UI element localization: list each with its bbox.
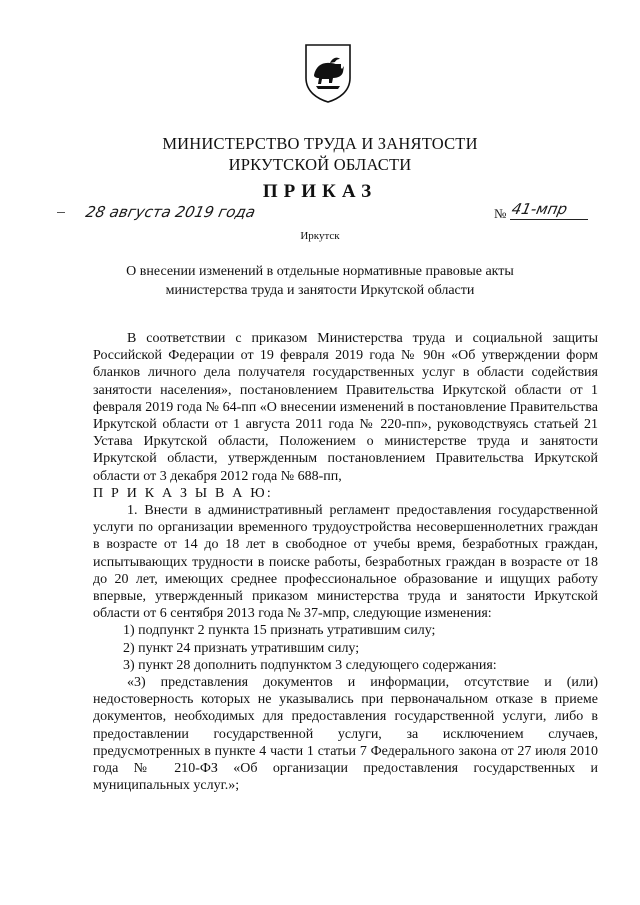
number-label: № [494, 206, 507, 221]
decree-word: П Р И К А З Ы В А Ю: [93, 485, 273, 501]
item-1-paragraph: 1. Внести в административный регламент предоставления государственной услуги по организации временного трудоустройства несовершеннолетних граждан в возрасте от 14 до 18 лет в свободное от учебы время, безработных граждан, испытывающих трудности в поиске работы, безработных граждан в возрасте от 18 до 20 лет, имеющих среднее профессиональное образование и ищущих работу впервые, утвержденный приказом министерства труда и занятости Иркутской области от 6 сентября 2013 года № 37-мпр, следующие изменения: [93, 503, 598, 622]
quoted-amendment: «3) представления документов и информации, отсутствие и (или) недостоверность которых не указывались при первоначальном отказе в приеме документов, необходимых для предоставления государственной услуги, либо в предоставлении государственной услуги, за исключением случаев, предусмотренных в пункте 4 части 1 статьи 7 Федерального закона от 27 июля 2010 года № 210-ФЗ «Об организации предоставления государственных и муниципальных услуг.»; [93, 675, 598, 794]
number-underline [510, 219, 588, 220]
margin-mark [57, 212, 65, 213]
document-type-title: ПРИКАЗ [262, 181, 378, 202]
subject-line1: О внесении изменений в отдельные нормативные правовые акты [126, 264, 514, 279]
coat-of-arms-icon [302, 42, 354, 104]
document-subject [60, 262, 580, 300]
handwritten-number: 41-мпр [510, 200, 570, 218]
subject-line2: министерства труда и занятости Иркутской области [165, 283, 475, 298]
city-label: Иркутск [300, 230, 340, 242]
ministry-name-line2: ИРКУТСКОЙ ОБЛАСТИ [228, 155, 412, 174]
subitem-2: 2) пункт 24 признать утратившим силу; [123, 640, 360, 656]
subitem-1: 1) подпункт 2 пункта 15 признать утратившим силу; [123, 623, 436, 639]
document-body [93, 330, 598, 794]
subitem-3: 3) пункт 28 дополнить подпунктом 3 следующего содержания: [123, 657, 497, 673]
ministry-name-line1: МИНИСТЕРСТВО ТРУДА И ЗАНЯТОСТИ [162, 134, 478, 153]
handwritten-date: 28 августа 2019 года [84, 203, 258, 221]
preamble-paragraph: В соответствии с приказом Министерства труда и социальной защиты Российской Федерации от 19 февраля 2019 года № 90н «Об утверждении форм бланков личного дела получателя государственных услуг в области содействия занятости населения», постановлением Правительства Иркутской области от 1 февраля 2019 года № 64-пп «О внесении изменений в постановление Правительства Иркутской области от 1 августа 2011 года № 220-пп», руководствуясь статьей 21 Устава Иркутской области, Положением о министерстве труда и занятости Иркутской области, утвержденным постановлением Правительства Иркутской области от 3 декабря 2012 года № 688-пп, [93, 331, 598, 484]
